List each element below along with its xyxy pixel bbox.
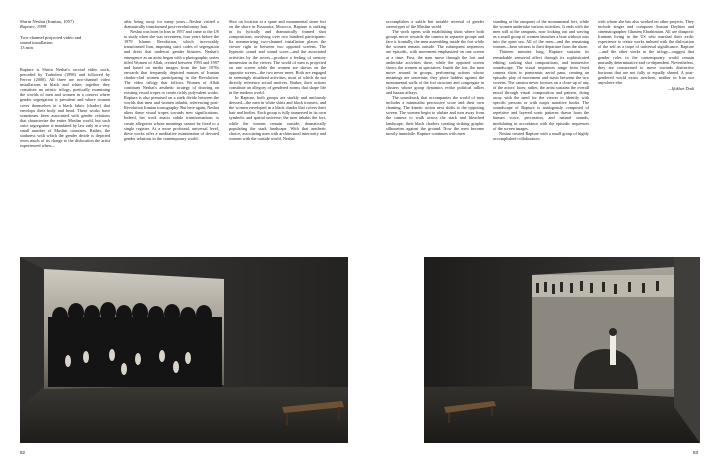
paragraph: with whom she has also worked on other projects. They include singer and composer Sussan Deyhim and cinematographer Ghasem Ebrahimian. All are diasporic Iranians living in the US who marshal their exilic experience to create works imbued with the dislocation of the self as a trope of universal significance. Rapture—and the other works in the trilogy—suggest that gender roles in the contemporary world remain mutually determinative and co-dependent. Nevertheless, they are constrained to move towards distinctive horizons that are not fully or equally shared. A post-gendered world exists nowhere, neither in Iran nor anywhere else. <box>598 19 694 85</box>
installation-view-image <box>424 257 700 443</box>
text-column-6 <box>598 19 694 169</box>
paragraph: Thirteen minutes long, Rapture sustains its remarkable sensorial affect through its sophisticated editing, striking shot compositions, and immersive soundscape. The visual sequences range from fixed camera shots to panoramic aerial pans, creating an episodic play of movement and stasis between the two screens. The camera never focuses on a close-up of any of the actors' faces; rather, the artist sustains the overall mood through visual composition and pattern, doing away with the need for the viewer to identify with specific persons or with major narrative hooks. The soundscape of Rapture is analogously composed of repetitive and layered sonic patterns drawn from the human voice, percussion, and natural sounds, modulating in accordance with the episodic sequences of the screen images. <box>493 49 589 131</box>
medium-line-1: Two-channel projected video and <box>20 34 82 40</box>
text-column-2 <box>124 19 219 254</box>
paragraph: after being away for many years—Neshat visited a dramatically transformed post-revolutionary Iran. <box>124 19 219 30</box>
paragraph: Neshat was born in Iran in 1957 and came to the US to study when she was seventeen, four years before the 1979 Islamic Revolution, which irrevocably transformed Iran, imposing strict codes of segregation and dress that undercut gender binaries. Neshat's emergence as an artist began with a photographic series titled Women of Allah, created between 1993 and 1997 and based on media images from the late 1970s onwards that frequently depicted masses of Iranian chador-clad women participating in the Revolution. The video trilogy that follows Women of Allah continues Neshat's aesthetic strategy of drawing on existing visual tropes to create richly polyvalent works. Rapture is also premised on a stark divide between the worlds that men and women inhabit, referencing post-Revolution Iranian iconography. But here again, Neshat alters these visual tropes towards new significations. Indeed, her work enacts subtle transformations to create allegories whose meanings cannot be fixed to a single register. At a more profound, universal level, these works offer a meditative examination of devoted gender relations in the contemporary world. <box>124 29 219 141</box>
work-title: Rapture, 1999 <box>20 24 47 30</box>
right-page <box>360 0 720 467</box>
duration: 13 min <box>20 45 33 51</box>
page-number: 82 <box>20 450 26 455</box>
installation-photo-men-screen <box>424 257 700 443</box>
artist-line: Shirin Neshat (Iranian, 1957) <box>20 19 74 24</box>
text-column-5 <box>493 19 589 254</box>
paragraph: accomplishes a subtle but notable reversal of gender stereotypes of the Muslim world. <box>386 19 484 30</box>
text-column-4 <box>386 19 484 254</box>
paragraph: The soundtrack that accompanies the world of men includes a minimalist percussive score and their own chanting. The kinetic action next shifts to the opposing screen. The women begin to ululate and turn away from the camera to walk across the stark and bleached landscape, their black chadors creating striking graphic silhouettes against the ground. Now the men become mostly immobile. Rapture continues with men <box>386 95 484 136</box>
paragraph: standing at the ramparts of the monumental fort, while the women undertake various activities. It ends with the men still at the ramparts, now looking out and waving as a small group of women launches a boat without oars into the open sea. All of the men—and the remaining women—bear witness to their departure from the shore. <box>493 19 589 50</box>
paragraph: Shot on location at a spare and monumental stone fort on the shore in Essaouira, Morocco, Rapture is striking in its lyrically and dramatically framed shot compositions, involving over two hundred participants. Its mesmerizing two-channel installation places the viewer right in between two opposed screens. The hypnotic sound and sound score—and the associated activities by the actors—produce a feeling of sensory immersion in the viewer. The world of men is projected on one screen while the women are shown on the opposite screen—the two never meet. Both are engaged in seemingly ritualized activities, most of which do not directly reference actual motives. Rather, their actions constitute an allegory of gendered norms that shape life in the modern world. <box>229 19 326 96</box>
page-number: 83 <box>693 450 699 455</box>
text-column-3 <box>229 19 326 254</box>
artwork-caption <box>20 19 100 50</box>
paragraph: The work opens with establishing shots where both groups move towards the camera in separate groups and face it frontally, the men assembling inside the fort while the women remain outside. The subsequent sequences are episodic, with movement emphasized on one screen at a time. First, the men move through the fort and undertake activities there, while the opposed screen shows the women as spectators. Inside the fort, the men move around in groups, performing actions whose meanings are uncertain; they place ladders against the monumental walls of the fort structure and congregate in clusters whose group dynamics evoke political rallies and bazaar affrays. <box>386 29 484 96</box>
installation-photo-women-screen <box>20 257 348 443</box>
paragraph: Rapture is Shirin Neshat's second video work, preceded by Turbulent (1998) and followed by Fervor (2000). All three are two-channel video installations in black and white; together they constitute an artistic trilogy, poetically examining the worlds of men and women in a context where gender segregation is prevalent and where women cover themselves in a black fabric (chador) that envelops their body and head. These works have sometimes been associated with gender relations that characterize the entire Muslim world, but such strict segregation is mandated by law only in a very small number of Muslim countries. Rather, the starkness with which the gender divide is depicted owes much of its charge to the dislocation the artist experienced when— <box>20 67 110 149</box>
paragraph: Neshat created Rapture with a small group of highly accomplished collaborators <box>493 130 589 141</box>
text-column-1 <box>20 67 110 252</box>
paragraph: In Rapture, both groups are starkly and uniformly dressed—the men in white shirts and black trousers, and the women enveloped in a black chador that covers their hair and bodies. Each group is fully immersed in its own symbolic and spatial universe; the men inhabit the fort, while the women remain outside, dramatically populating the stark landscape. With that aesthetic choice, associating men with architectural interiority and women with the outside world, Neshat <box>229 95 326 141</box>
installation-view-image <box>20 257 348 443</box>
author-signature: —Iftikhar Dadi <box>667 86 694 92</box>
medium-line-2: sound installation <box>20 39 53 45</box>
